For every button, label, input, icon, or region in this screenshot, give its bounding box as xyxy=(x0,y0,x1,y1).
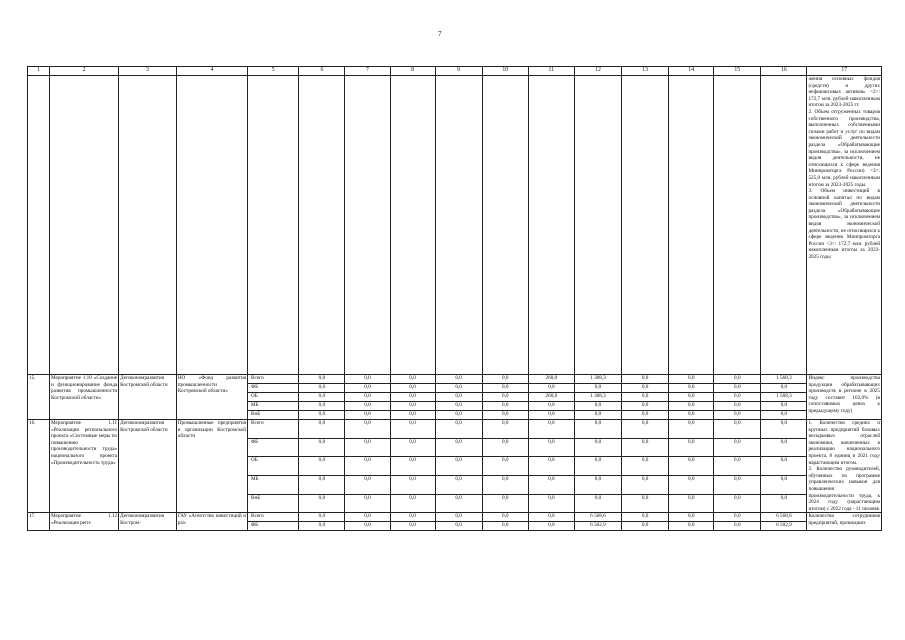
funding-value: 0,0 xyxy=(345,393,390,402)
funding-value: 0,0 xyxy=(435,384,482,393)
funding-value: 0,0 xyxy=(622,393,669,402)
funding-value: 0,0 xyxy=(299,457,345,476)
funding-source: Всего xyxy=(248,420,299,439)
funding-value: 0,0 xyxy=(669,375,714,384)
funding-value: 0,0 xyxy=(669,438,714,457)
funding-value: 0,0 xyxy=(299,384,345,393)
funding-value: 1 568,3 xyxy=(761,375,807,384)
funding-value: 0,0 xyxy=(482,475,528,494)
funding-value: 0,0 xyxy=(761,457,807,476)
participant: ГАУ «Агентство инвестиций и раз- xyxy=(176,513,247,531)
funding-value: 0,0 xyxy=(528,513,574,522)
indicator-text: Индекс производства продукции обрабатывающих производств в регионе в 2025 году составит 102,0% (в сопоставимых ценах к предыдущему году) xyxy=(807,375,882,420)
empty-cell xyxy=(390,76,435,375)
column-header: 2 xyxy=(50,67,119,76)
column-header: 3 xyxy=(119,67,177,76)
funding-value: 0,0 xyxy=(435,475,482,494)
funding-value: 0,0 xyxy=(528,522,574,531)
funding-value: 0,0 xyxy=(714,438,761,457)
funding-source: ОБ xyxy=(248,393,299,402)
funding-value: 0,0 xyxy=(669,494,714,513)
empty-cell xyxy=(574,76,621,375)
funding-value: 0,0 xyxy=(345,384,390,393)
funding-value: 0,0 xyxy=(574,457,621,476)
funding-value: 0,0 xyxy=(435,393,482,402)
column-header: 11 xyxy=(528,67,574,76)
table-row xyxy=(28,375,882,384)
funding-value: 6 502,9 xyxy=(761,522,807,531)
funding-value: 0,0 xyxy=(574,411,621,420)
empty-cell xyxy=(345,76,390,375)
funding-value: 0,0 xyxy=(714,384,761,393)
funding-value: 0,0 xyxy=(299,438,345,457)
funding-value: 0,0 xyxy=(435,411,482,420)
funding-value: 0,0 xyxy=(714,513,761,522)
empty-cell xyxy=(622,76,669,375)
funding-value: 0,0 xyxy=(435,513,482,522)
funding-value: 0,0 xyxy=(528,402,574,411)
empty-cell xyxy=(482,76,528,375)
funding-source: ОБ xyxy=(248,457,299,476)
funding-value: 0,0 xyxy=(390,494,435,513)
participant: НО «Фонд развития промышленности Костромской области» xyxy=(176,375,247,420)
funding-value: 0,0 xyxy=(390,402,435,411)
funding-value: 0,0 xyxy=(345,494,390,513)
funding-value: 0,0 xyxy=(622,438,669,457)
funding-value: 6 568,6 xyxy=(761,513,807,522)
funding-value: 0,0 xyxy=(482,438,528,457)
measure-name: Мероприятие 1.11 «Реализация регионального проекта «Системные меры по повышению производительности труда» национального проекта «Производительность труда» xyxy=(50,420,119,513)
funding-source: МБ xyxy=(248,402,299,411)
program-activities-table xyxy=(27,66,882,531)
column-header: 8 xyxy=(390,67,435,76)
funding-value: 0,0 xyxy=(622,411,669,420)
funding-source: Всего xyxy=(248,513,299,522)
funding-value: 0,0 xyxy=(622,513,669,522)
funding-value: 0,0 xyxy=(528,438,574,457)
funding-value: 0,0 xyxy=(390,411,435,420)
table-row xyxy=(28,420,882,439)
funding-source: ФБ xyxy=(248,522,299,531)
funding-value: 0,0 xyxy=(669,513,714,522)
funding-value: 0,0 xyxy=(482,411,528,420)
funding-value: 0,0 xyxy=(528,420,574,439)
funding-value: 0,0 xyxy=(528,475,574,494)
funding-value: 0,0 xyxy=(390,438,435,457)
funding-value: 0,0 xyxy=(482,522,528,531)
funding-value: 0,0 xyxy=(390,420,435,439)
page-number: 7 xyxy=(438,30,442,38)
column-header: 17 xyxy=(807,67,882,76)
funding-value: 260,0 xyxy=(528,375,574,384)
funding-source: ВнБ xyxy=(248,411,299,420)
funding-value: 0,0 xyxy=(482,393,528,402)
funding-value: 0,0 xyxy=(345,420,390,439)
funding-value: 0,0 xyxy=(714,420,761,439)
column-header: 6 xyxy=(299,67,345,76)
funding-value: 0,0 xyxy=(574,438,621,457)
funding-value: 0,0 xyxy=(761,384,807,393)
funding-value: 0,0 xyxy=(574,420,621,439)
funding-value: 0,0 xyxy=(669,402,714,411)
funding-value: 0,0 xyxy=(345,402,390,411)
funding-value: 0,0 xyxy=(482,513,528,522)
responsible-executor: Депэкономразвития Костромской области xyxy=(119,420,177,513)
funding-value: 0,0 xyxy=(482,402,528,411)
funding-source: ФБ xyxy=(248,438,299,457)
funding-value: 1 308,3 xyxy=(574,375,621,384)
funding-value: 0,0 xyxy=(390,475,435,494)
continuation-row xyxy=(28,76,882,375)
funding-value: 0,0 xyxy=(622,475,669,494)
funding-value: 0,0 xyxy=(390,393,435,402)
funding-value: 0,0 xyxy=(761,420,807,439)
funding-value: 0,0 xyxy=(390,522,435,531)
funding-value: 0,0 xyxy=(714,475,761,494)
funding-value: 0,0 xyxy=(482,457,528,476)
table-row xyxy=(28,513,882,522)
funding-value: 0,0 xyxy=(761,475,807,494)
funding-value: 0,0 xyxy=(761,402,807,411)
funding-value: 0,0 xyxy=(345,457,390,476)
column-header: 7 xyxy=(345,67,390,76)
funding-value: 0,0 xyxy=(435,457,482,476)
funding-value: 0,0 xyxy=(482,420,528,439)
funding-value: 0,0 xyxy=(761,438,807,457)
funding-value: 0,0 xyxy=(574,402,621,411)
funding-value: 0,0 xyxy=(345,375,390,384)
measure-name: Мероприятие 1.10 «Создание и функционирование фонда развития промышленности Костромской области» xyxy=(50,375,119,420)
funding-value: 0,0 xyxy=(482,494,528,513)
column-header: 12 xyxy=(574,67,621,76)
funding-value: 0,0 xyxy=(345,522,390,531)
funding-value: 0,0 xyxy=(528,494,574,513)
funding-value: 0,0 xyxy=(299,420,345,439)
funding-source: ФБ xyxy=(248,384,299,393)
empty-cell xyxy=(50,76,119,375)
funding-value: 0,0 xyxy=(482,375,528,384)
funding-value: 0,0 xyxy=(669,393,714,402)
funding-value: 0,0 xyxy=(669,457,714,476)
column-header: 1 xyxy=(28,67,50,76)
funding-value: 0,0 xyxy=(714,457,761,476)
funding-value: 1 308,3 xyxy=(574,393,621,402)
funding-value: 0,0 xyxy=(574,384,621,393)
funding-value: 0,0 xyxy=(622,494,669,513)
funding-value: 0,0 xyxy=(622,384,669,393)
funding-source: Всего xyxy=(248,375,299,384)
column-header: 13 xyxy=(622,67,669,76)
funding-value: 0,0 xyxy=(622,375,669,384)
funding-value: 0,0 xyxy=(574,475,621,494)
indicator-text: Количество сотрудников предприятий, прошедших xyxy=(807,513,882,531)
funding-value: 0,0 xyxy=(528,411,574,420)
funding-value: 0,0 xyxy=(345,411,390,420)
funding-value: 0,0 xyxy=(435,438,482,457)
row-number: 16. xyxy=(28,420,50,513)
funding-value: 0,0 xyxy=(299,475,345,494)
funding-value: 0,0 xyxy=(390,375,435,384)
empty-cell xyxy=(28,76,50,375)
funding-value: 0,0 xyxy=(669,475,714,494)
responsible-executor: Депэкономразвития Костромской области xyxy=(119,375,177,420)
funding-value: 0,0 xyxy=(390,513,435,522)
funding-value: 0,0 xyxy=(761,411,807,420)
funding-value: 0,0 xyxy=(482,384,528,393)
funding-value: 0,0 xyxy=(622,457,669,476)
indicator-text: жения основных фондов (средств) и других нефинансовых активов» <2>: 172,7 млн. рублей накопленным итогом за 2023-2025 гг. 2. Объем отгруженных товаров собственного производства, выполненных собственными силами работ и услуг по видам экономической деятельности раздела «Обрабатывающие производства», за исключением видов деятельности, не относящихся к сфере ведения Минпромторга России) <3>: 525,0 млн. рублей накопленным итогом за 2023-2025 годы. 3. Объем инвестиций в основной капитал по видам экономической деятельности раздела «Обрабатывающие производства», за исключением видов экономической деятельности, не относящихся к сфере ведения Минпромторга России <3>: 172,7 млн. рублей накопленным итогом за 2023-2025 годы xyxy=(807,76,882,375)
funding-value: 0,0 xyxy=(299,522,345,531)
row-number: 15. xyxy=(28,375,50,420)
empty-cell xyxy=(669,76,714,375)
column-header: 9 xyxy=(435,67,482,76)
funding-value: 0,0 xyxy=(669,384,714,393)
funding-value: 0,0 xyxy=(299,494,345,513)
funding-value: 260,0 xyxy=(528,393,574,402)
funding-value: 0,0 xyxy=(714,402,761,411)
responsible-executor: Депэкономразвития Костром- xyxy=(119,513,177,531)
funding-value: 0,0 xyxy=(299,402,345,411)
funding-value: 0,0 xyxy=(299,375,345,384)
funding-value: 0,0 xyxy=(435,522,482,531)
funding-value: 0,0 xyxy=(435,402,482,411)
participant: Промышленные предприятия и организации Костромской области xyxy=(176,420,247,513)
empty-cell xyxy=(761,76,807,375)
funding-value: 0,0 xyxy=(390,457,435,476)
funding-value: 0,0 xyxy=(528,384,574,393)
funding-value: 0,0 xyxy=(299,411,345,420)
funding-value: 0,0 xyxy=(435,420,482,439)
funding-value: 0,0 xyxy=(714,494,761,513)
column-header: 5 xyxy=(248,67,299,76)
funding-value: 0,0 xyxy=(622,420,669,439)
funding-value: 0,0 xyxy=(390,384,435,393)
column-header: 10 xyxy=(482,67,528,76)
column-header: 16 xyxy=(761,67,807,76)
funding-value: 0,0 xyxy=(345,438,390,457)
funding-value: 0,0 xyxy=(714,411,761,420)
funding-value: 6 502,9 xyxy=(574,522,621,531)
funding-value: 0,0 xyxy=(714,375,761,384)
funding-value: 0,0 xyxy=(669,420,714,439)
funding-value: 0,0 xyxy=(299,393,345,402)
column-header: 15 xyxy=(714,67,761,76)
empty-cell xyxy=(714,76,761,375)
funding-value: 0,0 xyxy=(669,411,714,420)
funding-value: 1 568,3 xyxy=(761,393,807,402)
column-header: 4 xyxy=(176,67,247,76)
empty-cell xyxy=(299,76,345,375)
funding-value: 0,0 xyxy=(299,513,345,522)
header-row xyxy=(28,67,882,76)
funding-value: 0,0 xyxy=(622,522,669,531)
funding-value: 0,0 xyxy=(435,375,482,384)
indicator-text: 1. Количество средних и крупных предприятий базовых несырьевых отраслей экономики, вовлеченных в реализацию национального проекта, 8 единиц в 2021 году нарастающим итогом. 2. Количество руководителей, обученных по программе управленческих навыков для повышения производительности труда, к 2024 году (нарастающим итогом) с 2022 года - 11 человек xyxy=(808,420,880,512)
funding-value: 0,0 xyxy=(345,513,390,522)
funding-value: 0,0 xyxy=(435,494,482,513)
column-header: 14 xyxy=(669,67,714,76)
funding-value: 0,0 xyxy=(714,522,761,531)
funding-value: 6 568,6 xyxy=(574,513,621,522)
measure-name: Мероприятие 1.12 «Реализация реги- xyxy=(50,513,119,531)
row-number: 17. xyxy=(28,513,50,531)
empty-cell xyxy=(248,76,299,375)
funding-value: 0,0 xyxy=(528,457,574,476)
empty-cell xyxy=(119,76,177,375)
funding-value: 0,0 xyxy=(622,402,669,411)
empty-cell xyxy=(435,76,482,375)
funding-value: 0,0 xyxy=(669,522,714,531)
funding-source: МБ xyxy=(248,475,299,494)
funding-value: 0,0 xyxy=(761,494,807,513)
empty-cell xyxy=(176,76,247,375)
funding-source: ВнБ xyxy=(248,494,299,513)
funding-value: 0,0 xyxy=(574,494,621,513)
funding-value: 0,0 xyxy=(345,475,390,494)
funding-value: 0,0 xyxy=(714,393,761,402)
empty-cell xyxy=(528,76,574,375)
